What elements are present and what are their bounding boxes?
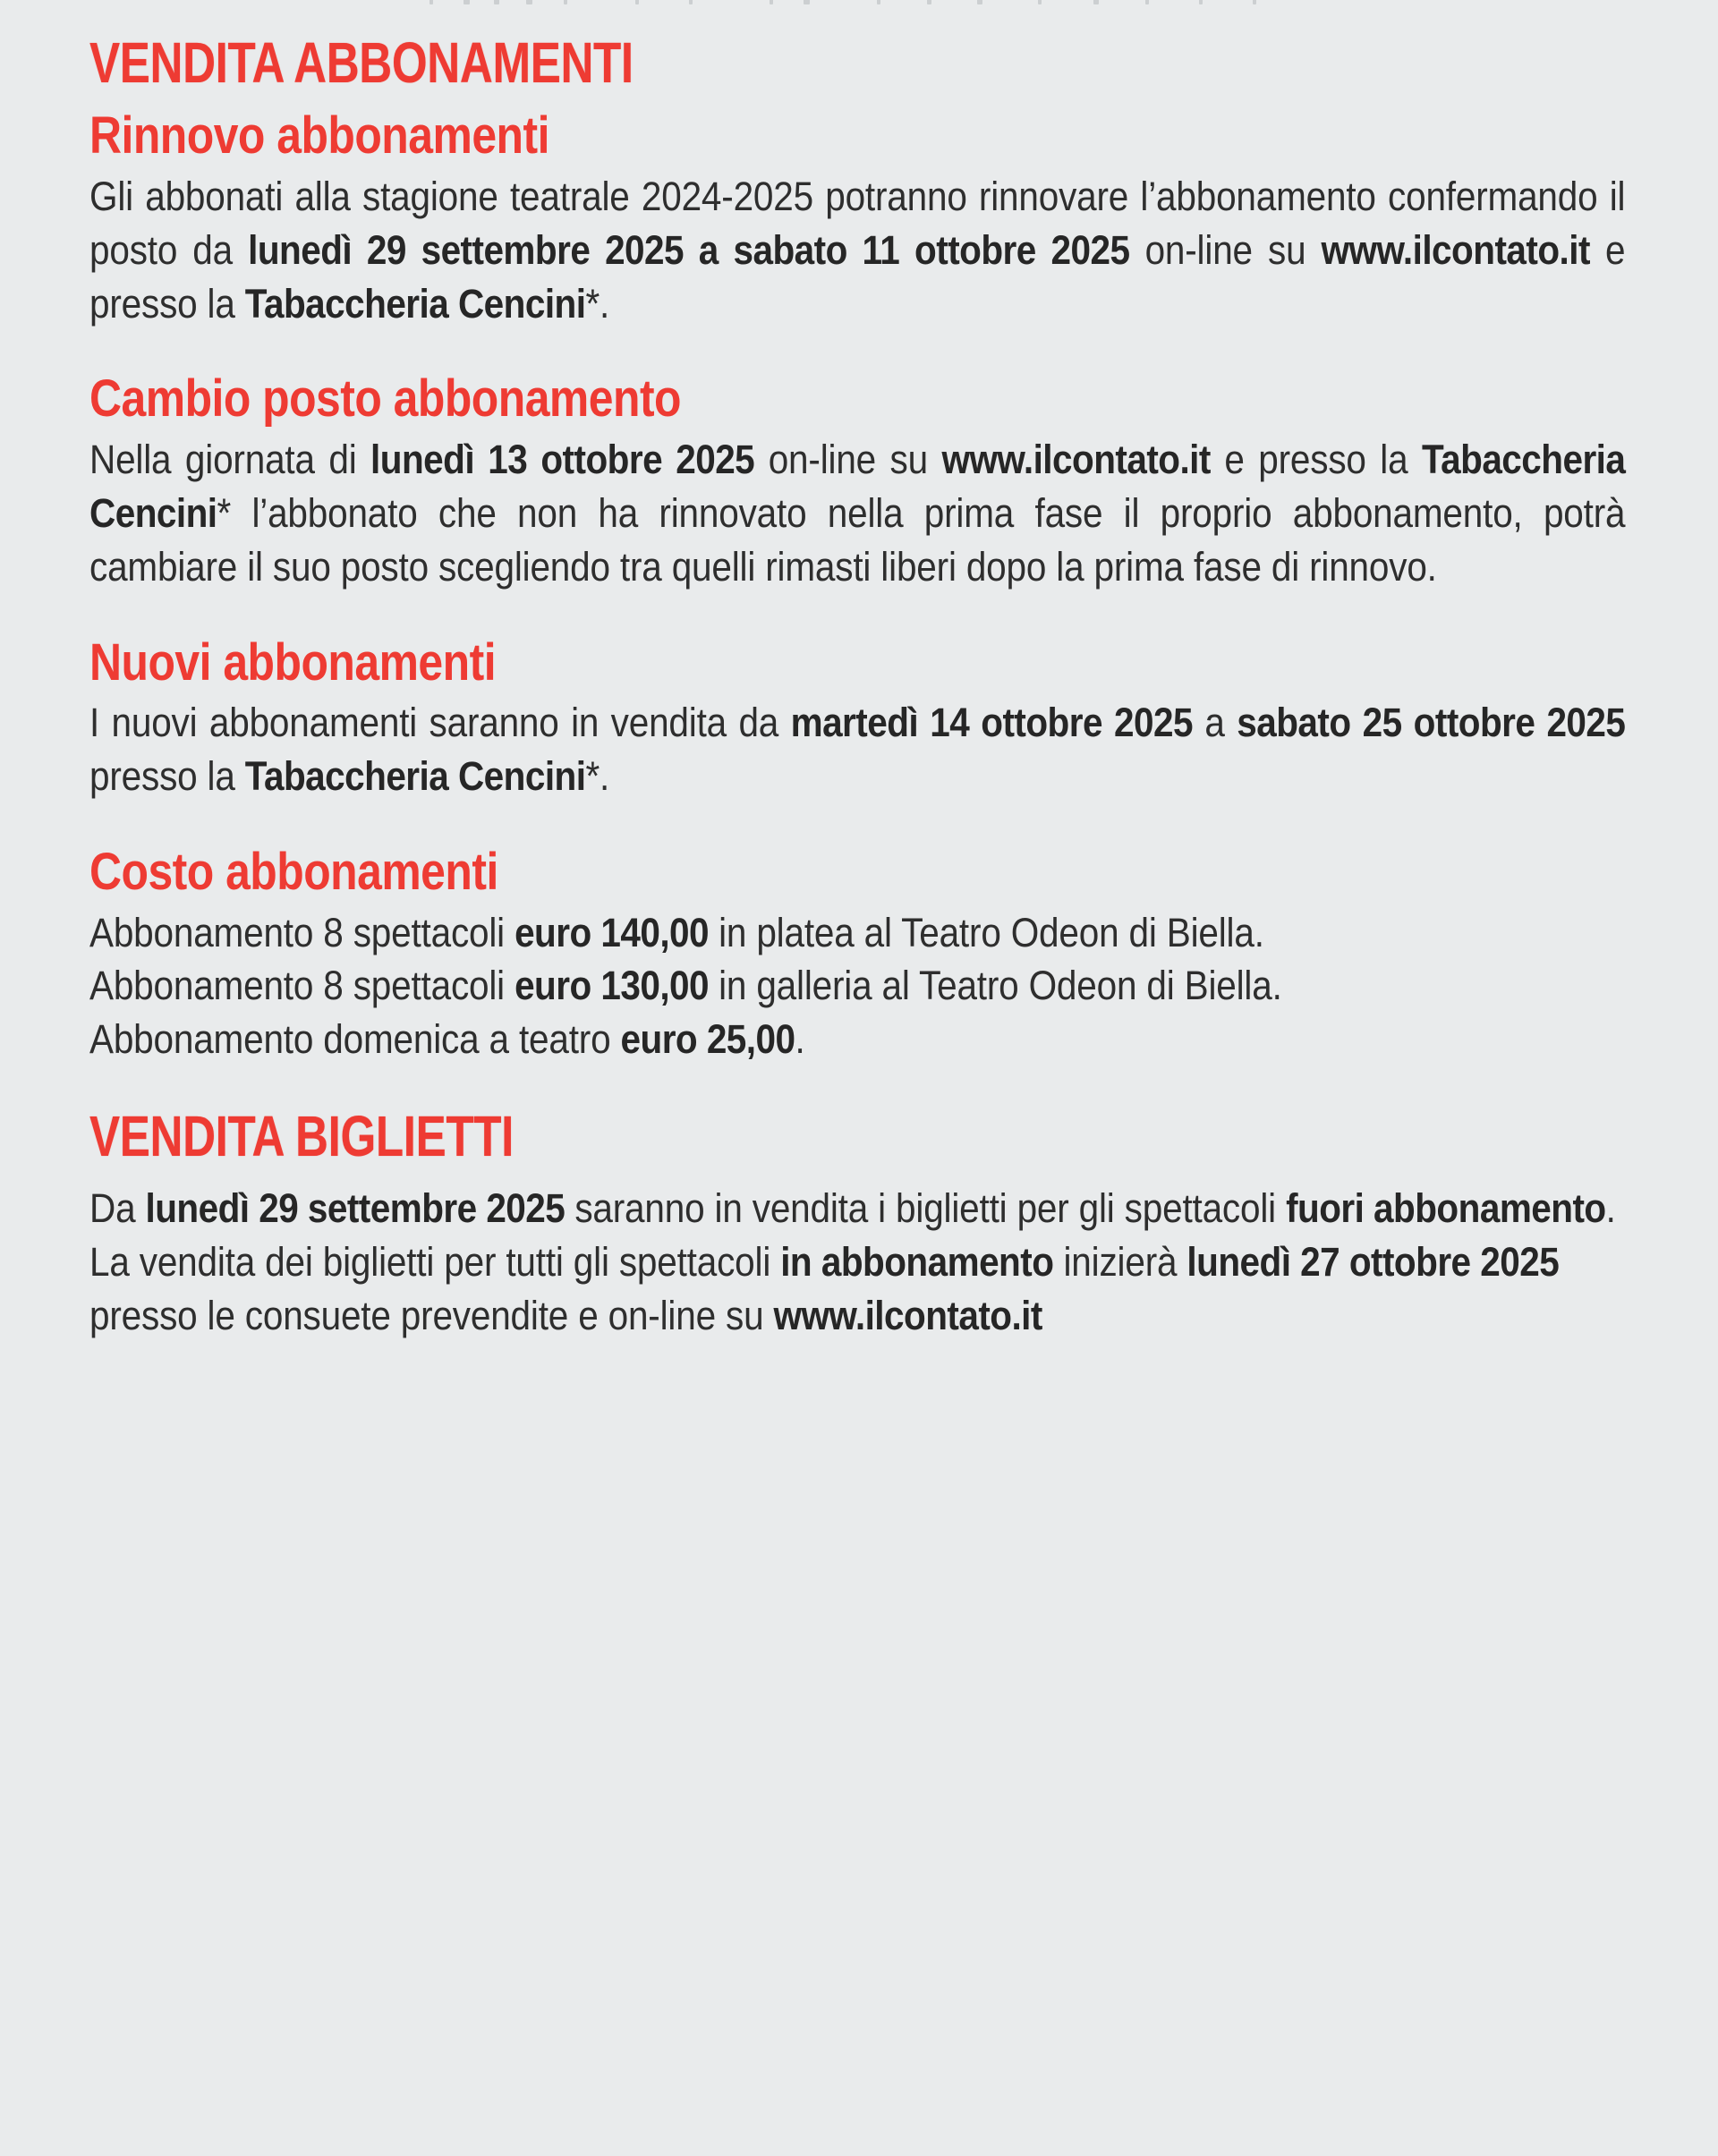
body-text: a: [1192, 700, 1237, 746]
body-text: on-line su: [1129, 226, 1322, 273]
subsection-heading: Rinnovo abbonamenti: [89, 106, 549, 166]
paragraph: [89, 1013, 1625, 1066]
emphasis-text: euro 130,00: [515, 963, 710, 1009]
emphasis-text: lunedì 27 ottobre 2025: [1186, 1239, 1560, 1286]
emphasis-text: Tabaccheria Cencini: [244, 280, 586, 327]
body-text: on-line su: [754, 437, 942, 483]
body-text: inizierà: [1053, 1239, 1187, 1286]
body-text: Da: [89, 1185, 146, 1232]
section-title: VENDITA ABBONAMENTI: [89, 30, 634, 95]
body-text: presso la: [89, 753, 245, 800]
block-biglietti-body: [89, 1182, 1624, 1343]
paragraph: [89, 433, 1625, 594]
emphasis-text: www.ilcontato.it: [941, 437, 1211, 483]
body-text: saranno in vendita i biglietti per gli spettacoli: [565, 1185, 1287, 1232]
section-vendita-abbonamenti: [89, 30, 1626, 1066]
body-text: Gli abbonati alla stagione teatrale 2024-2025 potranno rinnovare l’abbonamento confermando il posto da: [89, 173, 1626, 273]
body-text: .: [1605, 1185, 1616, 1232]
paragraph: [89, 170, 1625, 331]
subsection-heading: Costo abbonamenti: [89, 842, 498, 901]
body-text: La vendita dei biglietti per tutti gli spettacoli: [89, 1239, 781, 1286]
body-text: presso le consuete prevendite e on-line su: [89, 1293, 774, 1338]
body-text: *.: [585, 280, 610, 327]
block-costo-abbonamenti: [89, 842, 1624, 1066]
paragraph: [89, 696, 1625, 803]
block-nuovi-abbonamenti: [89, 632, 1626, 803]
block-cambio-posto-abbonamento: [89, 371, 1624, 593]
emphasis-text: Tabaccheria Cencini: [244, 753, 586, 800]
body-text: Nella giornata di: [89, 437, 371, 483]
body-text: Abbonamento 8 spettacoli: [89, 963, 515, 1009]
emphasis-text: lunedì 29 settembre 2025: [145, 1185, 566, 1232]
section-vendita-biglietti: [89, 1104, 1624, 1343]
body-text: in galleria al Teatro Odeon di Biella.: [709, 963, 1282, 1009]
body-text: *.: [585, 753, 610, 800]
emphasis-text: martedì 14 ottobre 2025: [790, 700, 1193, 746]
emphasis-text: www.ilcontato.it: [1321, 226, 1590, 273]
body-text: Abbonamento domenica a teatro: [89, 1016, 621, 1063]
subsection-heading: Cambio posto abbonamento: [89, 369, 682, 429]
body-text: e presso la: [1210, 437, 1422, 483]
emphasis-text: euro 140,00: [515, 909, 710, 955]
emphasis-text: lunedì 29 settembre 2025 a sabato 11 ottobre 2025: [248, 226, 1130, 273]
body-text: I nuovi abbonamenti saranno in vendita da: [89, 700, 791, 746]
body-text: Abbonamento 8 spettacoli: [89, 909, 515, 955]
emphasis-text: Tabaccheria Cencini: [89, 437, 1626, 536]
paragraph: [89, 1182, 1625, 1235]
emphasis-text: euro 25,00: [620, 1016, 795, 1063]
body-text: .: [795, 1016, 805, 1063]
emphasis-text: lunedì 13 ottobre 2025: [370, 437, 755, 483]
emphasis-text: sabato 25 ottobre 2025: [1237, 700, 1626, 746]
paragraph: [89, 1235, 1625, 1343]
body-text: e presso la: [89, 226, 1626, 327]
emphasis-text: in abbonamento: [780, 1239, 1054, 1286]
document-content: [89, 0, 1624, 1343]
block-rinnovo-abbonamenti: [89, 108, 1624, 330]
emphasis-text: fuori abbonamento: [1286, 1185, 1606, 1232]
body-text: in platea al Teatro Odeon di Biella.: [709, 909, 1264, 955]
emphasis-text: www.ilcontato.it: [773, 1293, 1042, 1338]
subsection-heading: Nuovi abbonamenti: [89, 632, 497, 692]
paragraph: [89, 959, 1625, 1013]
body-text: * l’abbonato che non ha rinnovato nella prima fase il proprio abbonamento, potrà cambiare il suo posto scegliendo tra quelli rimasti liberi dopo la prima fase di rinnovo.: [89, 489, 1626, 590]
paragraph: [89, 906, 1625, 960]
section-title: VENDITA BIGLIETTI: [89, 1104, 514, 1169]
